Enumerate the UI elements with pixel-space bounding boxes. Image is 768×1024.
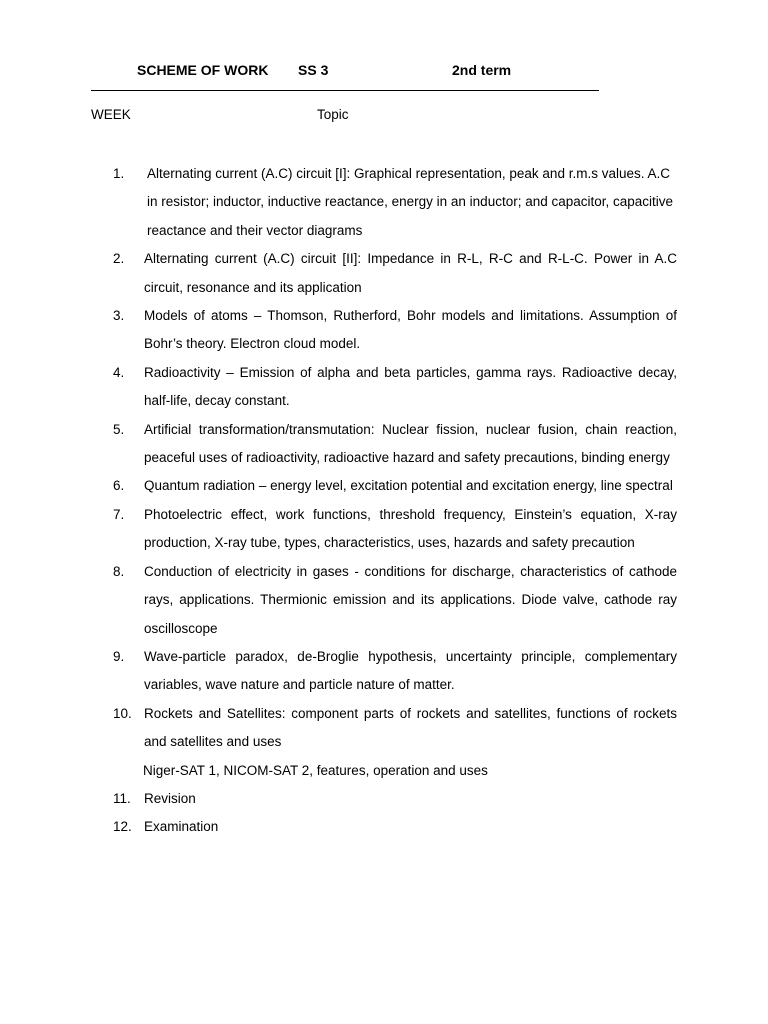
list-item xyxy=(0,472,768,500)
topic-text: Conduction of electricity in gases - conditions for discharge, characteristics of cathode rays, applications. Thermionic emission and its applications. Diode valve, cathode ray oscilloscope xyxy=(144,563,677,636)
topic-column-header: Topic xyxy=(317,107,349,122)
header-rule xyxy=(91,90,599,91)
list-item xyxy=(0,245,768,302)
week-number: 9. xyxy=(113,648,125,664)
week-number: 1. xyxy=(113,166,125,181)
topic-text: Examination xyxy=(144,819,219,835)
week-number: 3. xyxy=(113,308,125,324)
list-item xyxy=(0,643,768,700)
week-number: 11. xyxy=(113,790,131,806)
topic-text: Alternating current (A.C) circuit [II]: Impedance in R-L, R-C and R-L-C. Power in A.C circuit, resonance and its application xyxy=(144,251,677,295)
week-number: 5. xyxy=(113,421,125,437)
topic-text: Quantum radiation – energy level, excitation potential and excitation energy, line spectral xyxy=(144,478,673,494)
list-item xyxy=(0,302,768,359)
document-title: SCHEME OF WORK xyxy=(137,62,269,78)
topic-text: Radioactivity – Emission of alpha and beta particles, gamma rays. Radioactive decay, half-life, decay constant. xyxy=(144,364,677,409)
week-number: 12. xyxy=(113,819,132,835)
list-item xyxy=(0,813,768,841)
list-item xyxy=(0,501,768,558)
week-number: 2. xyxy=(113,251,125,267)
class-label: SS 3 xyxy=(298,62,329,78)
list-item xyxy=(0,160,768,245)
list-item xyxy=(0,700,768,785)
list-item xyxy=(0,359,768,416)
list-item xyxy=(0,785,768,813)
topic-text: Wave-particle paradox, de-Broglie hypothesis, uncertainty principle, complementary variables, wave nature and particle nature of matter. xyxy=(144,648,677,693)
week-number: 7. xyxy=(113,506,125,522)
topic-text: Revision xyxy=(144,790,196,806)
week-number: 6. xyxy=(113,478,125,494)
topic-text: Models of atoms – Thomson, Rutherford, Bohr models and limitations. Assumption of Bohr’s theory. Electron cloud model. xyxy=(144,308,677,352)
topic-list xyxy=(0,160,768,842)
week-number: 10. xyxy=(113,705,132,721)
topic-subtext: Niger-SAT 1, NICOM-SAT 2, features, operation and uses xyxy=(143,762,488,778)
list-item xyxy=(0,416,768,473)
document-header xyxy=(0,62,768,82)
week-number: 8. xyxy=(113,563,125,579)
week-column-header: WEEK xyxy=(91,107,131,122)
term-label: 2nd term xyxy=(452,62,512,78)
week-number: 4. xyxy=(113,364,125,380)
topic-text: Artificial transformation/transmutation: Nuclear fission, nuclear fusion, chain reaction, peaceful uses of radioactivity, radioactive hazard and safety precautions, binding energy xyxy=(144,421,677,466)
topic-text: Photoelectric effect, work functions, threshold frequency, Einstein’s equation, X-ray production, X-ray tube, types, characteristics, uses, hazards and safety precaution xyxy=(144,506,677,551)
list-item xyxy=(0,558,768,643)
topic-text: Rockets and Satellites: component parts of rockets and satellites, functions of rockets and satellites and uses xyxy=(144,705,677,750)
topic-text: Alternating current (A.C) circuit [I]: Graphical representation, peak and r.m.s values. A.C in resistor; inductor, inductive reactance, energy in an inductor; and capacitor, capacitive reactance and their vector diagrams xyxy=(147,166,674,238)
